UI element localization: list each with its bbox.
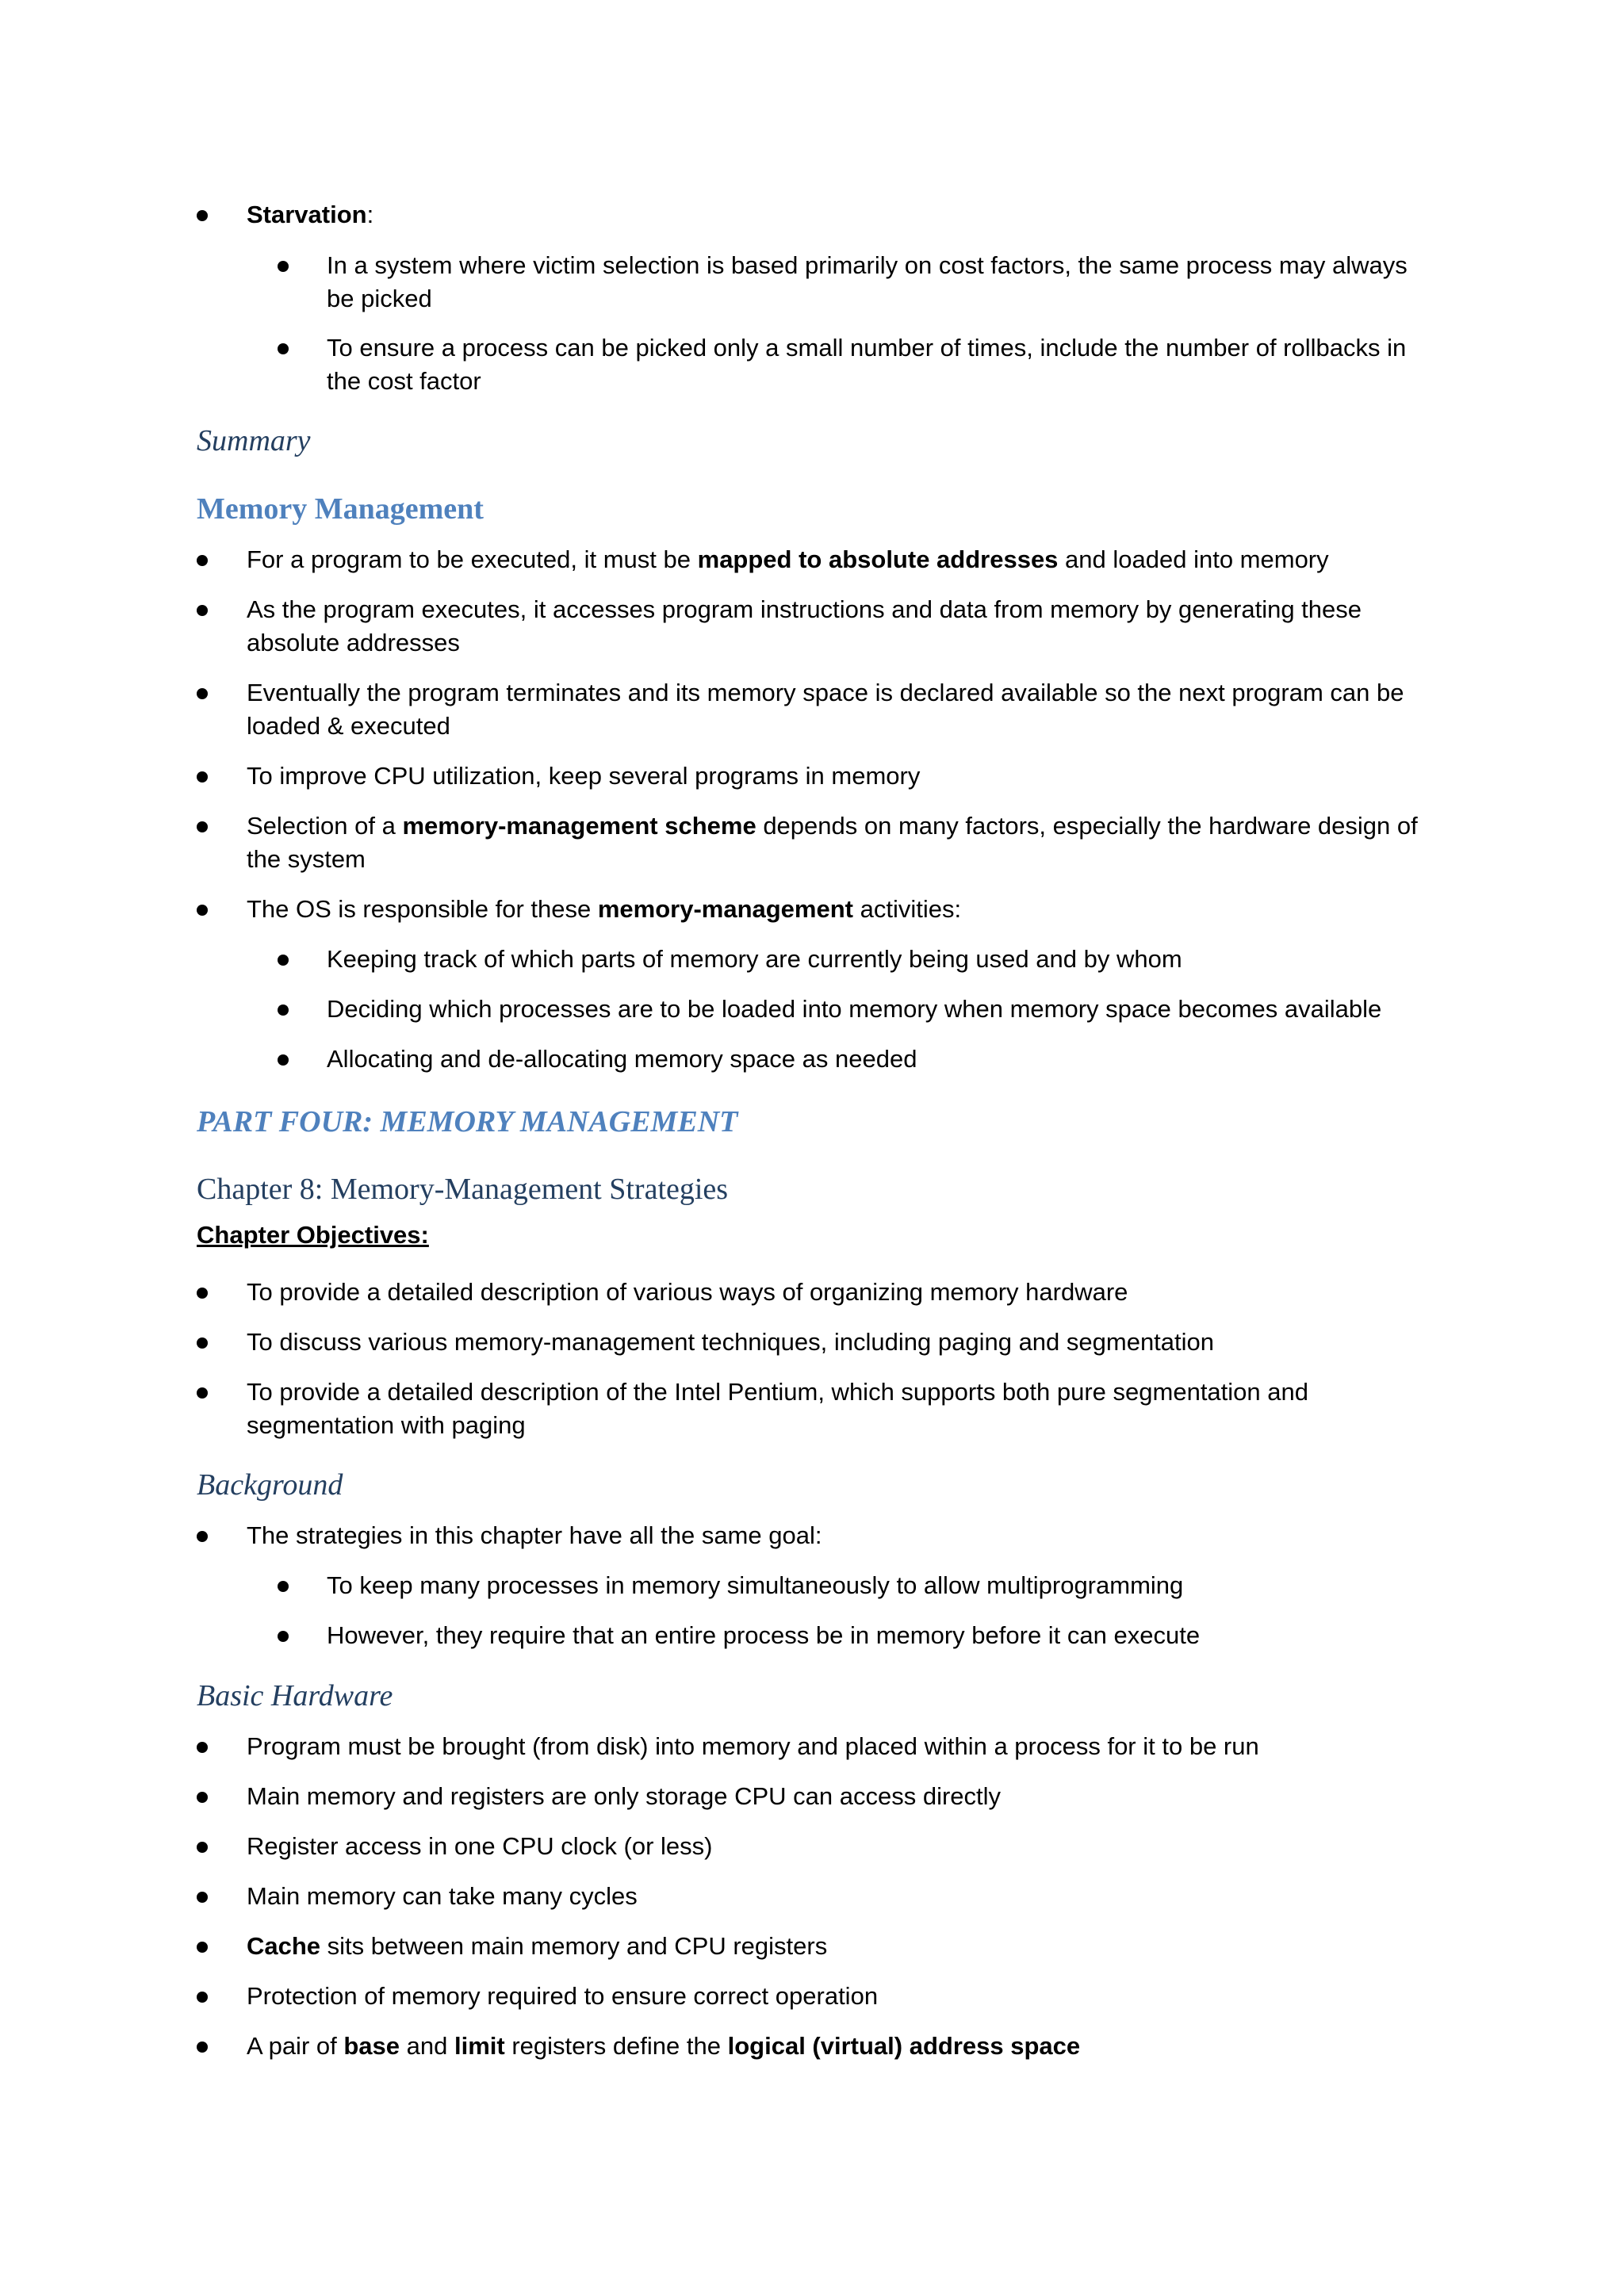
text-run: and (400, 2032, 454, 2060)
bullet-dot (278, 1631, 289, 1642)
background-heading: Background (197, 1468, 343, 1502)
bullet-dot (197, 1531, 208, 1542)
bold-run: Cache (247, 1932, 321, 1960)
sub-list-item-text: To keep many processes in memory simultaneously to allow multiprogramming (327, 1571, 1184, 1599)
bullet-dot (197, 688, 208, 699)
list-item-text: Eventually the program terminates and its memory space is declared available so the next program can be loaded & executed (247, 679, 1404, 740)
objectives-heading: Chapter Objectives: (197, 1221, 429, 1249)
list-item-text: To provide a detailed description of the Intel Pentium, which supports both pure segmentation and segmentation with paging (247, 1378, 1308, 1439)
bullet-dot (197, 605, 208, 616)
list-item-text (247, 543, 1428, 576)
list-item-text: Program must be brought (from disk) into memory and placed within a process for it to be run (247, 1732, 1259, 1760)
starvation-title: Starvation (247, 201, 367, 228)
text-run: depends on many factors, especially the hardware design of the system (247, 812, 1418, 873)
bullet-dot (278, 1054, 289, 1066)
starvation-colon: : (366, 201, 374, 228)
bullet-dot (197, 821, 208, 832)
list-item-text (247, 893, 1428, 926)
bullet-dot (197, 1742, 208, 1753)
bullet-dot (197, 1288, 208, 1299)
starvation-item-text: In a system where victim selection is based primarily on cost factors, the same process may always be picked (327, 251, 1408, 312)
chapter-heading: Chapter 8: Memory-Management Strategies (197, 1173, 729, 1206)
bullet-dot (197, 210, 208, 221)
bullet-dot (278, 261, 289, 272)
list-item-text: To improve CPU utilization, keep several programs in memory (247, 762, 921, 790)
bullet-dot (197, 1792, 208, 1803)
memory-management-heading: Memory Management (197, 492, 484, 526)
bullet-dot (197, 1992, 208, 2003)
list-item-text (247, 809, 1428, 876)
bullet-dot (197, 555, 208, 566)
text-run: For a program to be executed, it must be (247, 545, 698, 573)
text-run: registers define the (504, 2032, 728, 2060)
list-item-text (247, 2030, 1428, 2063)
text-run: The OS is responsible for these (247, 895, 598, 923)
starvation-text (247, 198, 1428, 232)
bullet-dot (278, 955, 289, 966)
list-item-text: To discuss various memory-management techniques, including paging and segmentation (247, 1328, 1215, 1356)
bullet-dot (197, 1387, 208, 1399)
part-heading: PART FOUR: MEMORY MANAGEMENT (197, 1105, 738, 1138)
bullet-dot (197, 1842, 208, 1853)
text-run: Selection of a (247, 812, 403, 840)
list-item-text: Main memory and registers are only storage CPU can access directly (247, 1782, 1002, 1810)
sub-list-item-text: However, they require that an entire process be in memory before it can execute (327, 1621, 1201, 1649)
list-item-text: To provide a detailed description of various ways of organizing memory hardware (247, 1278, 1128, 1306)
list-item-text: Register access in one CPU clock (or less) (247, 1832, 713, 1860)
list-item-text: Main memory can take many cycles (247, 1882, 638, 1910)
text-run: and loaded into memory (1058, 545, 1329, 573)
bullet-dot (278, 1004, 289, 1016)
bullet-dot (197, 771, 208, 783)
bold-run: base (343, 2032, 400, 2060)
bullet-dot (278, 343, 289, 354)
text-run: sits between main memory and CPU registers (320, 1932, 828, 1960)
starvation-item-text: To ensure a process can be picked only a small number of times, include the number of rollbacks in the cost factor (327, 334, 1407, 395)
sub-list-item-text: Deciding which processes are to be loaded into memory when memory space becomes available (327, 995, 1382, 1023)
bullet-dot (197, 1942, 208, 1953)
bullet-dot (197, 2042, 208, 2053)
bold-run: logical (virtual) address space (727, 2032, 1081, 2060)
bullet-dot (197, 905, 208, 916)
sub-list-item-text: Keeping track of which parts of memory are currently being used and by whom (327, 945, 1182, 973)
bold-run: memory-management scheme (402, 812, 756, 840)
basic-hardware-heading: Basic Hardware (197, 1679, 393, 1712)
text-run: A pair of (247, 2032, 344, 2060)
summary-heading: Summary (197, 424, 311, 457)
bold-run: memory-management (597, 895, 853, 923)
text-run: activities: (852, 895, 962, 923)
list-item-text: As the program executes, it accesses program instructions and data from memory by generating these absolute addresses (247, 595, 1362, 656)
bullet-dot (278, 1581, 289, 1592)
sub-list-item-text: Allocating and de-allocating memory space as needed (327, 1045, 917, 1073)
bullet-dot (197, 1892, 208, 1903)
list-item-text: The strategies in this chapter have all the same goal: (247, 1521, 822, 1549)
bold-run: limit (454, 2032, 505, 2060)
bold-run: mapped to absolute addresses (697, 545, 1059, 573)
list-item-text (247, 1930, 1428, 1963)
bullet-dot (197, 1337, 208, 1349)
list-item-text: Protection of memory required to ensure correct operation (247, 1982, 879, 2010)
